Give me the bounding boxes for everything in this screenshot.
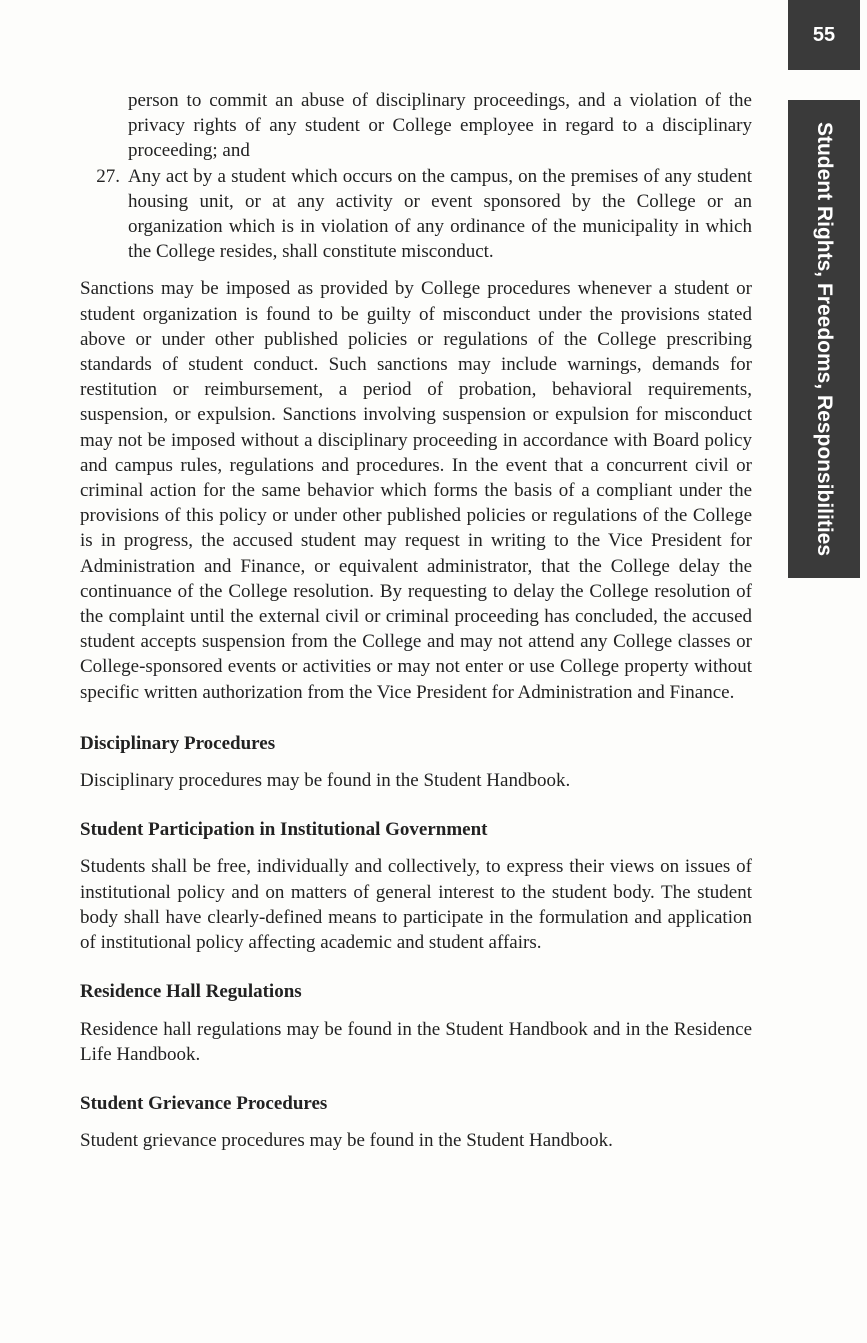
page-content (80, 88, 752, 1153)
section-side-tab (788, 100, 860, 578)
continuation-paragraph: person to commit an abuse of disciplinary proceedings, and a violation of the privacy rights of any student or College employee in regard to a disciplinary proceeding; and (128, 90, 752, 162)
sanctions-paragraph: Sanctions may be imposed as provided by College procedures whenever a student or student organization is found to be guilty of misconduct under the provisions stated above or under other published policies or regulations of the College prescribing standards of student conduct. Such sanctions may include warnings, demands for restitution or reimbursement, a period of probation, behavioral requirements, suspension, or expulsion. Sanctions involving suspension or expulsion for misconduct may not be imposed without a disciplinary proceeding in accordance with Board policy and campus rules, regulations and procedures. In the event that a concurrent civil or criminal action for the same behavior which forms the basis of a compliant under the provisions of this policy or under other published policies or regulations of the College is in progress, the accused student may request in writing to the Vice President for Administration and Finance, or equivalent administrator, that the College delay the continuance of the College resolution. By requesting to delay the College resolution of the complaint until the external civil or criminal proceeding has concluded, the accused student accepts suspension from the College and may not attend any College classes or College-sponsored events or activities or may not enter or use College property without specific written authorization from the Vice President for Administration and Finance. (80, 278, 752, 703)
student-participation-text: Students shall be free, individually and collectively, to express their views on issues of institutional policy and on matters of general interest to the student body. The student body shall have clearly-defined means to participate in the formulation and application of institutional policy affecting academic and student affairs. (80, 856, 752, 954)
disciplinary-procedures-text: Disciplinary procedures may be found in the Student Handbook. (80, 770, 571, 792)
heading-student-grievance: Student Grievance Procedures (80, 1092, 328, 1114)
heading-residence-hall: Residence Hall Regulations (80, 981, 302, 1003)
list-item-number: 27. (96, 165, 120, 187)
list-item-text: Any act by a student which occurs on the campus, on the premises of any student housing unit, or at any activity or event sponsored by the College or an organization which is in violation of any ordinance of the municipality in which the College resides, shall constitute misconduct. (128, 165, 752, 263)
section-tab-label: Student Rights, Freedoms, Responsibilities (813, 121, 836, 557)
page-number-tab (788, 0, 860, 70)
student-grievance-text: Student grievance procedures may be found in the Student Handbook. (80, 1130, 613, 1152)
heading-student-participation: Student Participation in Institutional Government (80, 819, 488, 841)
page-number: 55 (812, 23, 836, 46)
list-item-27 (80, 164, 752, 265)
heading-disciplinary-procedures: Disciplinary Procedures (80, 732, 276, 754)
residence-hall-text: Residence hall regulations may be found in the Student Handbook and in the Residence Life Handbook. (80, 1018, 752, 1065)
